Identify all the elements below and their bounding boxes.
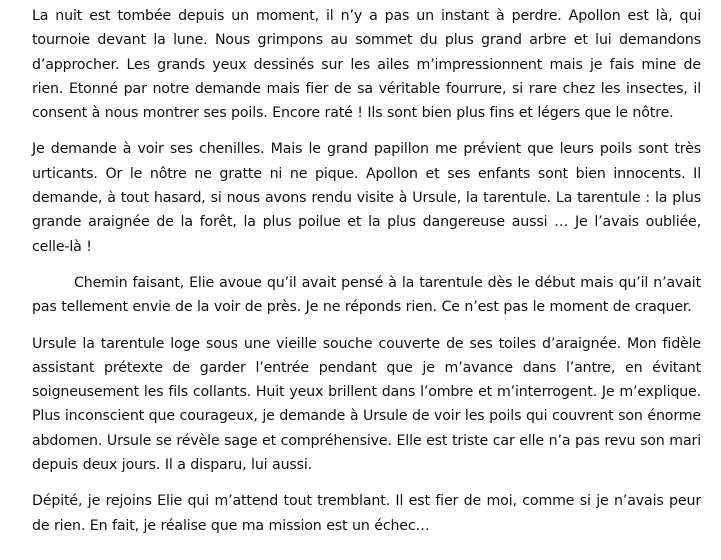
paragraph-depite: Dépité, je rejoins Elie qui m’attend tout tremblant. Il est fier de moi, comme si je n’avais peur de rien. En fait, je réalise que ma mission est un échec… — [32, 493, 701, 534]
paragraph-chemin-faisant: Chemin faisant, Elie avoue qu’il avait pensé à la tarentule dès le début mais qu’il n’avait pas tellement envie de la voir de près. Je ne réponds rien. Ce n’est pas le moment de craquer. — [32, 274, 701, 316]
paragraph-ursule: Ursule la tarentule loge sous une vieille souche couverte de ses toiles d’araignée. Mon fidèle assistant prétexte de garder l’entrée pendant que je m’avance dans l’antre, en évitant soigneusement les fils collants. Huit yeux brillent dans l’ombre et m’interrogent. Je m’explique. Plus inconscient que courageux, je demande à Ursule de voir les poils qui couvrent son énorme abdomen. Ursule se révèle sage et compréhensive. Elle est triste car elle n’a pas revu son mari depuis deux jours. Il a disparu, lui aussi. — [32, 335, 701, 474]
paragraph-apollon: La nuit est tombée depuis un moment, il n’y a pas un instant à perdre. Apollon est là, qui tournoie devant la lune. Nous grimpons au sommet du plus grand arbre et lui demandons d’approcher. Les grands yeux dessinés sur les ailes m’impressionnent mais je fais mine de rien. Etonné par notre demande mais fier de sa véritable fourrure, si rare chez les insectes, il consent à nous montrer ses poils. Encore raté ! Ils sont bien plus fins et légers que le nôtre. — [32, 8, 701, 122]
paragraph-chenilles: Je demande à voir ses chenilles. Mais le grand papillon me prévient que leurs poils sont très urticants. Or le nôtre ne gratte ni ne pique. Apollon et ses enfants sont bien innocents. Il demande, à tout hasard, si nous avons rendu visite à Ursule, la tarentule. La tarentule : la plus grande araignée de la forêt, la plus poilue et la plus dangereuse aussi … Je l’avais oubliée, celle-là ! — [32, 141, 701, 255]
